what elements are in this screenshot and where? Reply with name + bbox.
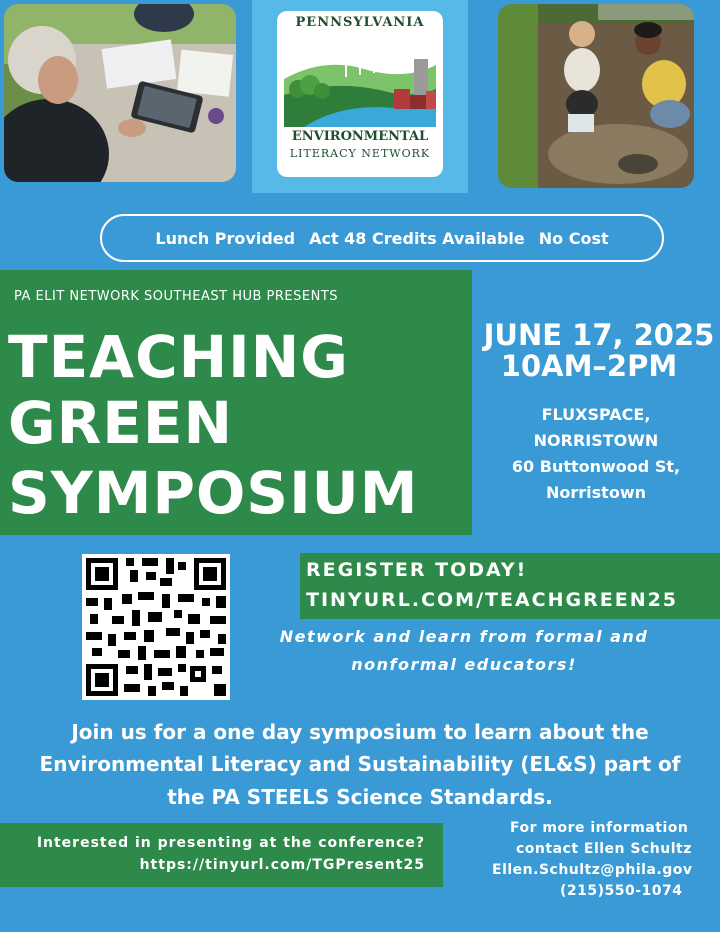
contact-phone: (215)550-1074: [560, 883, 683, 899]
venue-street: 60 Buttonwood St,: [511, 457, 681, 476]
register-heading: REGISTER TODAY!: [306, 559, 528, 581]
presenting-panel: [0, 823, 443, 887]
event-date: JUNE 17, 2025: [483, 318, 715, 352]
contact-name: contact Ellen Schultz: [516, 841, 692, 857]
perks-banner: [100, 214, 664, 262]
registration-qr-code[interactable]: [82, 554, 230, 700]
logo-text-pennsylvania: PENNSYLVANIA: [295, 15, 425, 30]
title-symposium: SYMPOSIUM: [8, 459, 419, 527]
photo-stream-students: [498, 4, 694, 188]
photo-tablet-workshop: [4, 4, 236, 182]
contact-email[interactable]: Ellen.Schultz@phila.gov: [492, 862, 693, 878]
join-text-line-3: the PA STEELS Science Standards.: [167, 785, 553, 809]
register-link[interactable]: TINYURL.COM/TEACHGREEN25: [306, 589, 679, 611]
logo-text-environmental: ENVIRONMENTAL: [291, 129, 429, 144]
perk-no-cost: No Cost: [538, 228, 609, 248]
presenter-line: PA ELIT NETWORK SOUTHEAST HUB PRESENTS: [14, 289, 339, 304]
title-teaching: TEACHING: [8, 323, 349, 391]
network-tagline-line-1: Network and learn from formal and: [279, 627, 649, 646]
logo-landscape-icon: [284, 39, 436, 127]
event-time: 10AM–2PM: [500, 349, 678, 383]
logo-frame: [252, 0, 468, 193]
presenting-question: Interested in presenting at the conference?: [36, 835, 425, 851]
title-panel: [0, 270, 472, 535]
register-panel: [300, 553, 720, 619]
join-text-line-1: Join us for a one day symposium to learn about the: [71, 720, 649, 744]
venue-name: FLUXSPACE,: [541, 405, 651, 424]
contact-intro: For more information: [510, 820, 689, 836]
pa-elit-network-logo: [277, 11, 443, 177]
perk-lunch: Lunch Provided: [155, 228, 296, 248]
join-text-line-2: Environmental Literacy and Sustainability (EL&S) part of: [39, 752, 681, 776]
perk-act48: Act 48 Credits Available: [309, 228, 525, 248]
qr-code-icon: [82, 554, 230, 700]
logo-text-literacy-network: LITERACY NETWORK: [289, 147, 431, 160]
title-green: GREEN: [8, 389, 234, 457]
venue-town: NORRISTOWN: [533, 431, 659, 450]
presenting-link[interactable]: https://tinyurl.com/TGPresent25: [139, 857, 425, 873]
venue-city: Norristown: [546, 483, 646, 502]
network-tagline-line-2: nonformal educators!: [351, 655, 577, 674]
